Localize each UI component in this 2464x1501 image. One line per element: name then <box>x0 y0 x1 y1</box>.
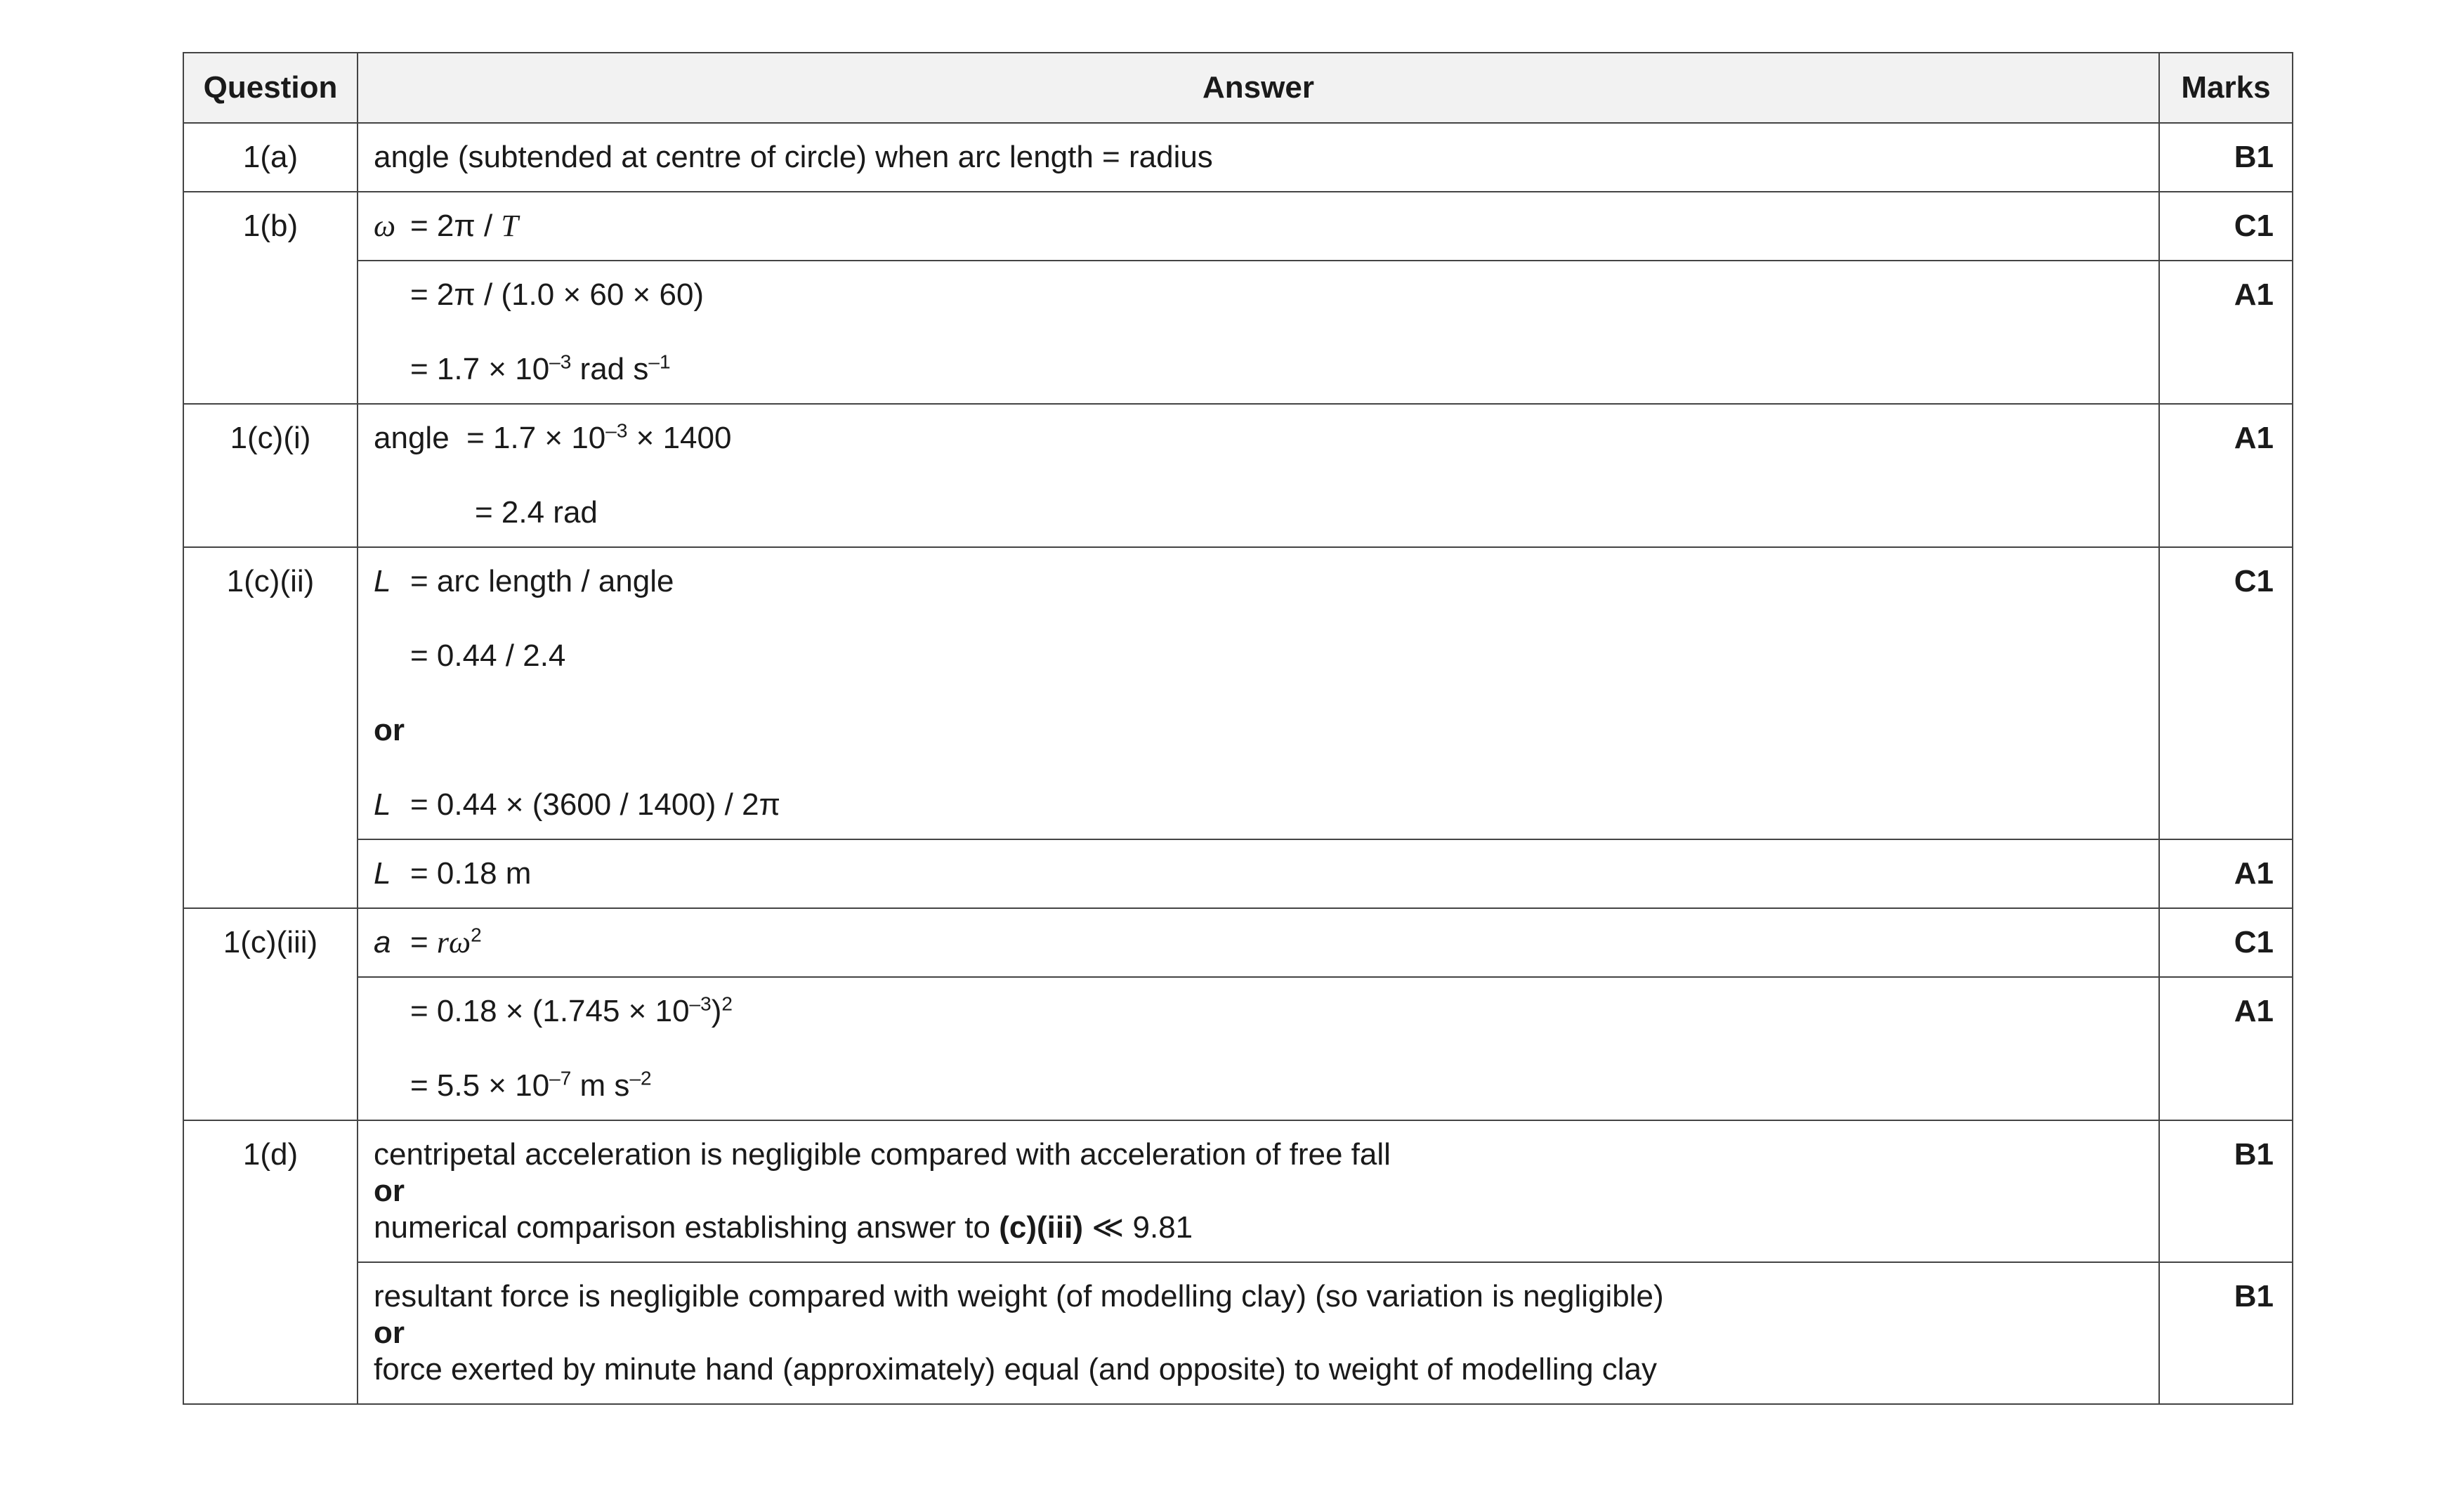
mark-cell: A1 <box>2159 261 2293 404</box>
table-row <box>183 123 2293 192</box>
exponent: –1 <box>648 350 671 373</box>
mark-cell: B1 <box>2159 123 2293 192</box>
mark-cell: B1 <box>2159 1262 2293 1404</box>
answer-line <box>374 208 2143 244</box>
or-label: or <box>374 713 405 747</box>
mark-scheme-table <box>183 52 2293 1405</box>
answer-cell <box>358 261 2159 404</box>
acceleration-symbol: a <box>374 925 391 959</box>
answer-line <box>374 787 2143 823</box>
answer-line: = 2.4 rad <box>475 495 598 530</box>
omega-symbol: ω <box>374 209 396 243</box>
length-symbol: L <box>374 856 391 891</box>
answer-text: = 5.5 × 10 <box>410 1068 550 1103</box>
answer-cell <box>358 839 2159 908</box>
answer-line <box>374 1210 2143 1246</box>
answer-line <box>374 351 2143 388</box>
answer-cell <box>358 404 2159 547</box>
exponent: –3 <box>549 350 572 373</box>
answer-line: = 0.44 / 2.4 <box>410 638 566 673</box>
header-row <box>183 53 2293 123</box>
unit-text: rad s <box>571 352 649 386</box>
answer-line: centripetal acceleration is negligible compared with acceleration of free fall <box>374 1137 1391 1172</box>
answer-line: = 2π / (1.0 × 60 × 60) <box>410 277 705 312</box>
mark-cell: A1 <box>2159 977 2293 1120</box>
radius-symbol: r <box>436 925 450 959</box>
answer-text: ≪ 9.81 <box>1082 1210 1193 1245</box>
answer-line: angle (subtended at centre of circle) when arc length = radius <box>374 140 1213 174</box>
question-cell: 1(c)(ii) <box>183 547 358 908</box>
answer-text: = <box>410 925 437 959</box>
answer-cell <box>358 977 2159 1120</box>
omega-symbol: ω <box>449 925 471 959</box>
answer-line: force exerted by minute hand (approximately) equal (and opposite) to weight of modelling clay <box>374 1352 1658 1387</box>
answer-header: Answer <box>358 53 2159 123</box>
exponent: –2 <box>629 1067 652 1089</box>
answer-cell <box>358 1120 2159 1262</box>
table-row <box>183 547 2293 839</box>
unit-text: m s <box>571 1068 630 1103</box>
table-row <box>183 839 2293 908</box>
answer-text: ) <box>711 994 722 1028</box>
table-row <box>183 192 2293 261</box>
marks-header: Marks <box>2159 53 2293 123</box>
equation-text: = 2π / <box>410 209 502 243</box>
answer-cell <box>358 908 2159 977</box>
question-cell: 1(a) <box>183 123 358 192</box>
table-row <box>183 908 2293 977</box>
exponent: 2 <box>721 992 733 1015</box>
table-row <box>183 1262 2293 1404</box>
period-symbol: T <box>501 209 518 243</box>
answer-line <box>374 924 2143 961</box>
length-symbol: L <box>374 564 391 598</box>
answer-text: angle = 1.7 × 10 <box>374 421 606 455</box>
question-cell: 1(c)(iii) <box>183 908 358 1120</box>
mark-cell: B1 <box>2159 1120 2293 1262</box>
reference-text: (c)(iii) <box>999 1210 1083 1245</box>
answer-cell <box>358 547 2159 839</box>
answer-line <box>374 1068 2143 1104</box>
exponent: –3 <box>689 992 712 1015</box>
answer-cell <box>358 1262 2159 1404</box>
answer-line <box>374 420 2143 457</box>
question-header: Question <box>183 53 358 123</box>
answer-cell <box>358 192 2159 261</box>
answer-line <box>374 993 2143 1030</box>
answer-text: = 0.18 m <box>410 856 532 891</box>
answer-text: × 1400 <box>627 421 732 455</box>
answer-text: numerical comparison establishing answer to <box>374 1210 1000 1245</box>
question-cell: 1(b) <box>183 192 358 404</box>
answer-text: = 1.7 × 10 <box>410 352 550 386</box>
or-label: or <box>374 1316 405 1350</box>
answer-line: resultant force is negligible compared with weight (of modelling clay) (so variation is negligible) <box>374 1279 1664 1313</box>
answer-text: = 0.44 × (3600 / 1400) / 2π <box>410 787 780 822</box>
answer-line <box>374 856 2143 892</box>
table-row <box>183 404 2293 547</box>
exponent: 2 <box>471 924 482 946</box>
table-row <box>183 1120 2293 1262</box>
exponent: –7 <box>549 1067 572 1089</box>
answer-text: = 0.18 × (1.745 × 10 <box>410 994 690 1028</box>
mark-cell: A1 <box>2159 839 2293 908</box>
exponent: –3 <box>605 419 628 442</box>
mark-cell: C1 <box>2159 908 2293 977</box>
mark-cell: C1 <box>2159 192 2293 261</box>
mark-cell: A1 <box>2159 404 2293 547</box>
table-row <box>183 977 2293 1120</box>
or-label: or <box>374 1174 405 1208</box>
question-cell: 1(c)(i) <box>183 404 358 547</box>
answer-text: = arc length / angle <box>410 564 674 598</box>
length-symbol: L <box>374 787 391 822</box>
answer-line <box>374 563 2143 600</box>
answer-cell <box>358 123 2159 192</box>
table-row <box>183 261 2293 404</box>
mark-cell: C1 <box>2159 547 2293 839</box>
question-cell: 1(d) <box>183 1120 358 1404</box>
